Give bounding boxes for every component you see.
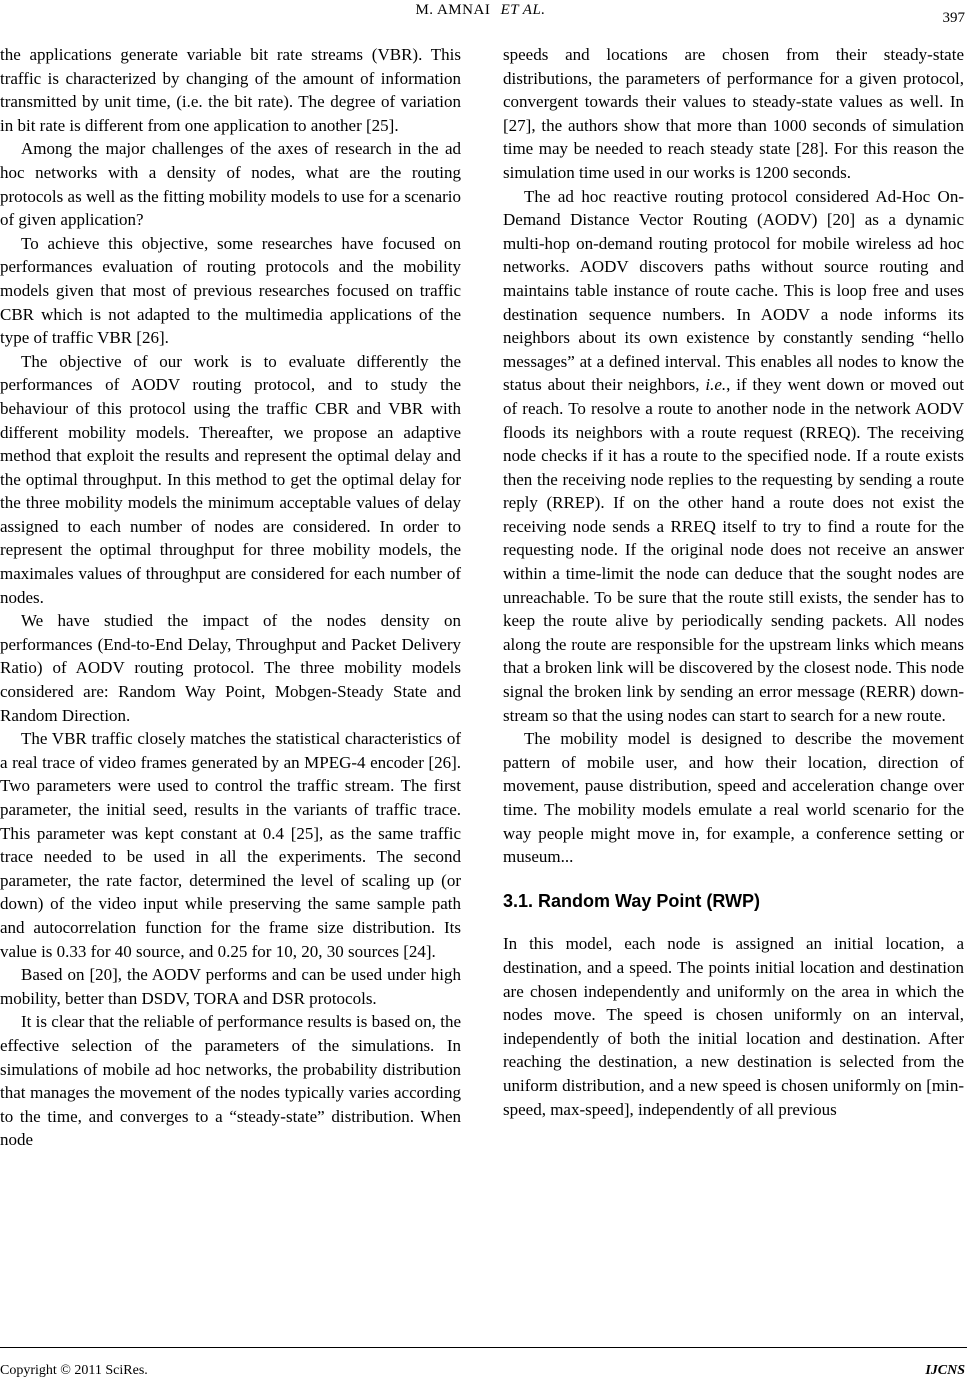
running-head-author: M. AMNAI	[415, 2, 491, 18]
paragraph: the applications generate variable bit rate streams (VBR). This traffic is characterized by changing of the amount of information transmitted by unit time, (i.e. the bit rate). The degree of variation in bit rate is different from one application to another [25].	[0, 45, 461, 135]
page-header	[0, 0, 967, 40]
footer-copyright: Copyright © 2011 SciRes.	[0, 1363, 148, 1378]
running-head-et-al: ET AL.	[500, 2, 546, 18]
page-number: 397	[942, 10, 965, 26]
paragraph: Based on [20], the AODV performs and can be used under high mobility, better than DSDV, TORA and DSR protocols.	[0, 965, 461, 1008]
paragraph: The objective of our work is to evaluate differently the performances of AODV routing protocol, and to study the behaviour of this protocol using the traffic CBR and VBR with different mobility models. Thereafter, we propose an adaptive method that exploit the results and represent the optimal delay and the optimal throughput. In this method to get the optimal delay for the three mobility models the minimum acceptable values of delay assigned to each number of nodes are considered. In order to represent the optimal throughput for three mobility models, the maximales values of throughput are considered for each number of nodes.	[0, 351, 461, 607]
paragraph: We have studied the impact of the nodes density on performances (End-to-End Delay, Throughput and Packet Delivery Ratio) of AODV routing protocol. The three mobility models considered are: Random Way Point, Mobgen-Steady State and Random Direction.	[0, 611, 461, 725]
italic-ie: i.e.	[705, 375, 727, 395]
paragraph-text: , if they went down or moved out of reach. To resolve a route to another node in the network AODV floods its neighbors with a route request (RREQ). The receiving node checks if it has a route to the specified node. If a route exists then the receiving node replies to the requesting by sending a route reply (RREP). If on the other hand a route does not exist the receiving node sends a RREQ itself to try to find a route for the requesting node. If the original node does not receive an answer within a time-limit the node can deduce that the sought nodes are unreachable. To be sure that the route still exists, the sender has to keep the route alive by periodically sending packets. All nodes along the route are responsible for the upstream links which means that a broken link will be discovered by the closest node. This node signal the broken link by sending an error message (RERR) downstream so that the using nodes can start to search for a new route.	[503, 375, 964, 725]
section-heading: 3.1. Random Way Point (RWP)	[503, 890, 761, 911]
paragraph-aodv	[503, 185, 964, 728]
paragraph: Among the major challenges of the axes of research in the ad hoc networks with a density of nodes, what are the routing protocols as well as the fitting mobility models to use for a scenario of given application?	[0, 139, 461, 230]
paragraph: The VBR traffic closely matches the statistical characteristics of a real trace of video frames generated by an MPEG-4 encoder [26]. Two parameters were used to control the traffic stream. The first parameter, the initial seed, results in the variants of traffic trace. This parameter was kept constant at 0.4 [25], as the same traffic trace needed to be used in all the experiments. The second parameter, the rate factor, determined the level of scaling up (or down) of the video input while preserving the same sample path and autocorrelation function for the frame size distribution. Its value is 0.33 for 40 source, and 0.25 for 10, 20, 30 sources [24].	[0, 729, 461, 961]
paragraph-text: The ad hoc reactive routing protocol considered Ad-Hoc On-Demand Distance Vector Routing (AODV) [20] as a dynamic multi-hop on-demand routing protocol for mobile wireless ad hoc networks. AODV discovers paths without source routing and maintains table instance of route cache. This is loop free and uses destination sequence numbers. In AODV a node informs its neighbors about its own existence by constantly sending “hello messages” at a defined interval. This enables all nodes to know the status about their neighbors,	[503, 186, 964, 395]
running-head	[0, 2, 967, 19]
paragraph: To achieve this objective, some researches have focused on performances evaluation of routing protocols and the mobility models given that most of previous researches focused on traffic CBR which is not adapted to the multimedia applications of the type of traffic VBR [26].	[0, 233, 461, 348]
paragraph: speeds and locations are chosen from their steady-state distributions, the parameters of performance for a given protocol, convergent towards their values to steady-state values as well. In [27], the authors show that more than 1000 seconds of simulation time may be needed to reach steady state [28]. For this reason the simulation time used in our works is 1200 seconds.	[503, 45, 964, 182]
right-column	[503, 43, 964, 1121]
footer-journal: IJCNS	[925, 1363, 965, 1378]
footer-divider	[0, 1347, 967, 1348]
paragraph: In this model, each node is assigned an initial location, a destination, and a speed. The points initial location and destination are chosen independently and uniformly on the area in which the nodes move. The speed is chosen uniformly on an interval, independently of both the initial location and destination. After reaching the destination, a new destination is selected from the uniform distribution, and a new speed is chosen uniformly on [min-speed, max-speed], independently of all previous	[503, 934, 964, 1119]
paragraph: It is clear that the reliable of performance results is based on, the effective selection of the parameters of the simulations. In simulations of mobile ad hoc networks, the probability distribution that manages the movement of the nodes typically varies according to the time, and converges to a “steady-state” distribution. When node	[0, 1012, 461, 1150]
paragraph: The mobility model is designed to describe the movement pattern of mobile user, and how their location, direction of movement, pause distribution, speed and acceleration change over time. The mobility models emulate a real world scenario for the way people might move in, for example, a conference setting or museum...	[503, 729, 964, 867]
left-column	[0, 43, 461, 1152]
